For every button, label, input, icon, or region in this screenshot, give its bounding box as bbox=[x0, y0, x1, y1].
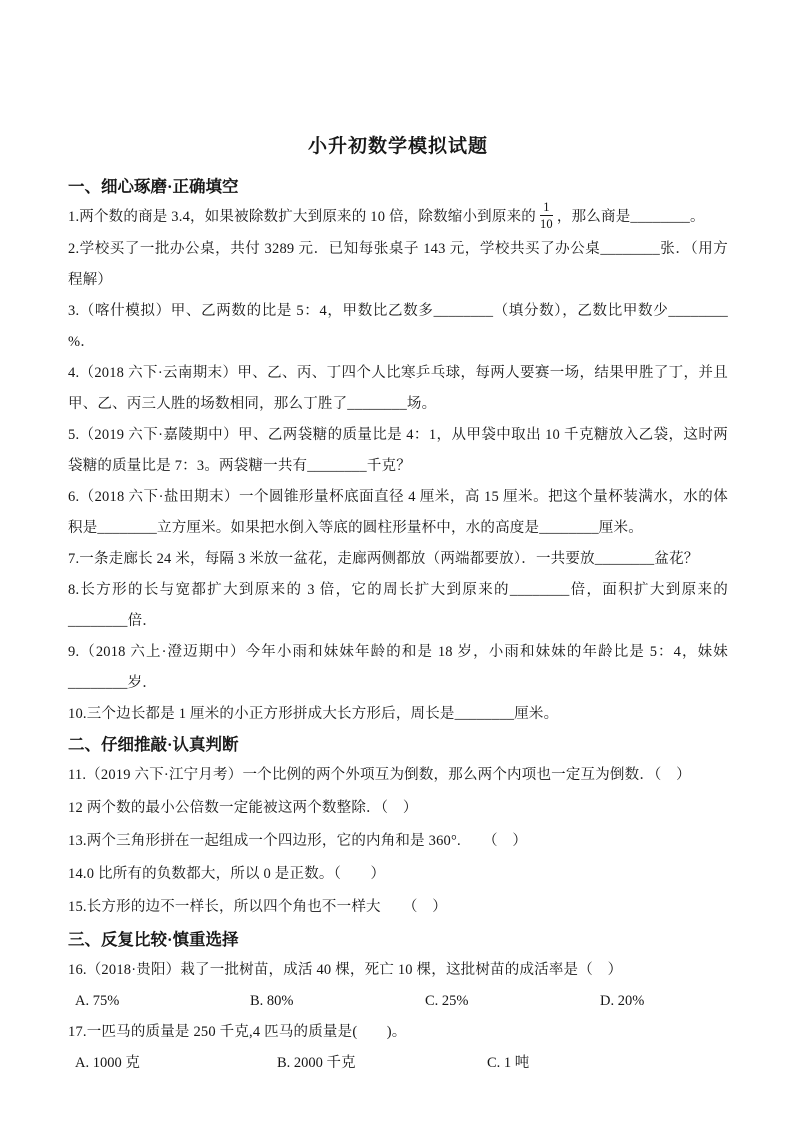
question-17-option-b: B. 2000 千克 bbox=[277, 1054, 356, 1071]
question-3: 3.（喀什模拟）甲、乙两数的比是 5：4，甲数比乙数多________（填分数），乙数比甲数少________ %． bbox=[68, 302, 728, 350]
question-13: 13.两个三角形拼在一起组成一个四边形，它的内角和是 360°. （ ） bbox=[68, 832, 528, 849]
section-heading-fill-blanks: 一、细心琢磨·正确填空 bbox=[68, 177, 239, 196]
question-10: 10.三个边长都是 1 厘米的小正方形拼成大长方形后，周长是________厘米。 bbox=[68, 705, 559, 722]
fraction-one-tenth bbox=[540, 200, 553, 232]
fraction-denominator: 10 bbox=[539, 217, 553, 232]
question-11: 11.（2019 六下·江宁月考）一个比例的两个外项互为倒数，那么两个内项也一定互为倒数．（ ） bbox=[68, 766, 691, 783]
question-17: 17.一匹马的质量是 250 千克,4 匹马的质量是( )。 bbox=[68, 1023, 407, 1040]
question-5: 5.（2019 六下·嘉陵期中）甲、乙两袋糖的质量比是 4：1，从甲袋中取出 10 千克糖放入乙袋，这时两袋糖的质量比是 7：3。两袋糖一共有________千克？ bbox=[68, 426, 728, 474]
question-17-option-c: C. 1 吨 bbox=[487, 1054, 530, 1071]
question-15: 15.长方形的边不一样长，所以四个角也不一样大 （ ） bbox=[68, 898, 447, 915]
question-16-options bbox=[68, 986, 728, 1017]
question-16-option-d: D. 20% bbox=[600, 992, 645, 1009]
page-title: 小升初数学模拟试题 bbox=[307, 136, 488, 157]
question-7: 7.一条走廊长 24 米，每隔 3 米放一盆花，走廊两侧都放（两端都要放）．一共要放________盆花？ bbox=[68, 550, 699, 567]
fraction-numerator: 1 bbox=[540, 200, 553, 216]
section-heading-multiple-choice: 三、反复比较·慎重选择 bbox=[68, 929, 239, 949]
question-4: 4.（2018 六下·云南期末）甲、乙、丙、丁四个人比寒乒乓球，每两人要赛一场，结果甲胜了丁，并且甲、乙、丙三人胜的场数相同，那么丁胜了________场。 bbox=[68, 364, 728, 412]
question-17-option-a: A. 1000 克 bbox=[75, 1054, 140, 1071]
question-17-options bbox=[68, 1048, 728, 1079]
question-16-option-a: A. 75% bbox=[75, 992, 120, 1009]
question-16-option-c: C. 25% bbox=[425, 992, 469, 1009]
question-2: 2.学校买了一批办公桌，共付 3289 元．已知每张桌子 143 元，学校共买了办公桌________张．（用方程解） bbox=[68, 240, 728, 288]
question-8: 8.长方形的长与宽都扩大到原来的 3 倍，它的周长扩大到原来的________倍，面积扩大到原来的________倍． bbox=[68, 581, 728, 629]
question-16-option-b: B. 80% bbox=[250, 992, 294, 1009]
question-12: 12 两个数的最小公倍数一定能被这两个数整除．（ ） bbox=[68, 799, 418, 816]
question-6: 6.（2018 六下·盐田期末）一个圆锥形量杯底面直径 4 厘米，高 15 厘米。把这个量杯装满水，水的体积是________立方厘米。如果把水倒入等底的圆柱形量杯中，水的高度是________厘米。 bbox=[68, 488, 728, 536]
question-16: 16.（2018·贵阳）栽了一批树苗，成活 40 棵，死亡 10 棵，这批树苗的成活率是（ ） bbox=[68, 961, 623, 978]
section-heading-true-false: 二、仔细推敲·认真判断 bbox=[68, 734, 239, 754]
question-1-pre: 1.两个数的商是 3.4，如果被除数扩大到原来的 10 倍，除数缩小到原来的 bbox=[68, 209, 536, 226]
question-14: 14.0 比所有的负数都大，所以 0 是正数。（ ） bbox=[68, 865, 386, 882]
question-1-post: ，那么商是________。 bbox=[556, 209, 705, 226]
question-1 bbox=[68, 202, 728, 234]
question-9: 9.（2018 六上·澄迈期中）今年小雨和妹妹年龄的和是 18 岁，小雨和妹妹的年龄比是 5：4，妹妹________岁． bbox=[68, 643, 728, 691]
